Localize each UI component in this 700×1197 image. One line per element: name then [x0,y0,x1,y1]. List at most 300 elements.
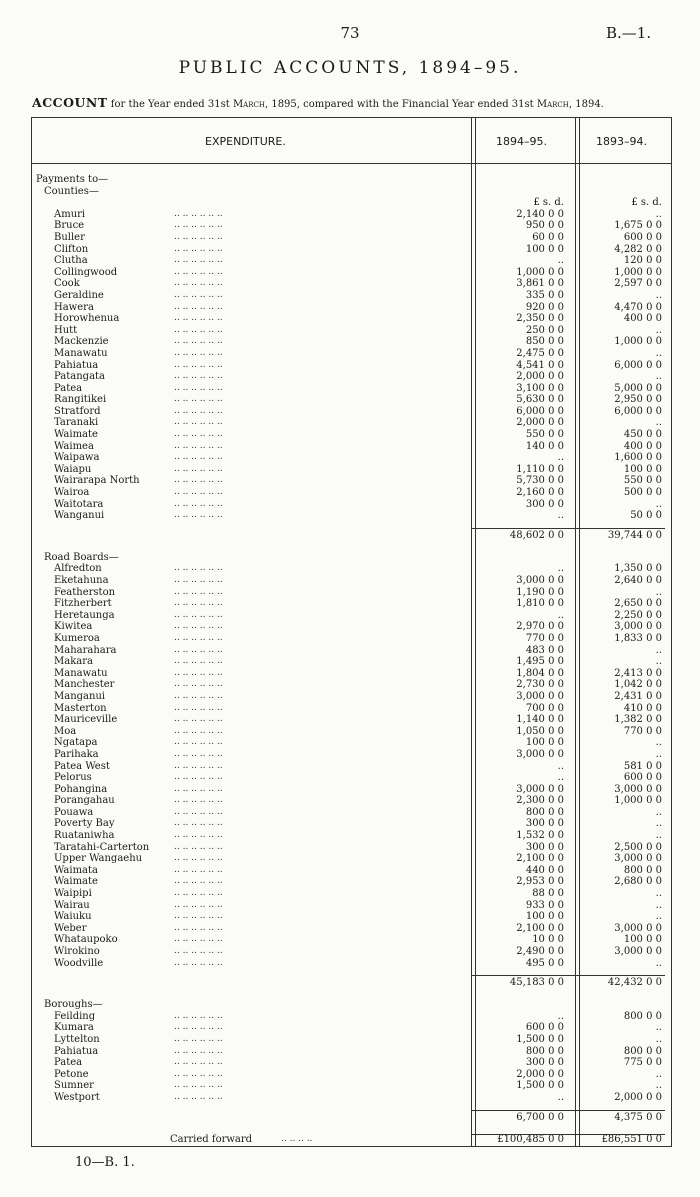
table-row [36,621,666,633]
amount-1894-95: 10 0 0 [532,934,564,946]
subtotal-row [36,975,666,993]
table-row [36,552,666,564]
amount-1894-95: .. [557,1091,564,1103]
leader-dots: .. .. .. .. .. .. [174,575,223,585]
table-row [36,394,666,406]
table-row [36,1034,666,1046]
amount-1894-95: 800 0 0 [525,806,564,818]
amount-1894-95: 45,183 0 0 [509,977,564,989]
table-row [36,255,666,267]
amount-1894-95: 920 0 0 [525,301,564,313]
table-row [36,784,666,796]
amount-1893-94: 6,000 0 0 [614,359,662,371]
row-label: Rangitikei [54,394,107,406]
amount-1894-95: 1,495 0 0 [516,656,564,668]
leader-dots: .. .. .. .. .. .. [174,208,223,219]
row-label: Hawera [54,301,94,313]
table-row [36,336,666,348]
row-label: Stratford [54,405,101,417]
row-label: Boroughs— [44,999,103,1011]
amount-1894-95: 1,140 0 0 [516,714,564,726]
amount-1893-94: .. [655,888,662,900]
row-label: Patea [54,382,83,394]
row-label: Kumara [54,1022,94,1034]
row-label: Poverty Bay [54,818,115,830]
amount-1893-94: 2,650 0 0 [614,598,662,610]
leader-dots: .. .. .. .. .. .. [174,1033,223,1044]
amount-1893-94: 1,000 0 0 [614,795,662,807]
row-label: Waimea [54,440,94,452]
row-label: Woodville [54,957,104,969]
table-row [36,563,666,575]
amount-1893-94: £86,551 0 0 [601,1133,662,1145]
amount-1894-95: .. [557,510,564,522]
table-row [36,842,666,854]
amount-1893-94: 50 0 0 [630,510,662,522]
table-row [36,587,666,599]
row-label: Porangahau [54,795,115,807]
leader-dots: .. .. .. .. .. .. [174,667,223,678]
table-row [36,1022,666,1034]
amount-1893-94: 3,000 0 0 [614,946,662,957]
carried-forward-row [36,1134,666,1152]
table-row [36,417,666,429]
row-label: Feilding [54,1010,96,1022]
row-label: Petone [54,1068,89,1080]
leader-dots: .. .. .. .. .. .. [174,278,223,289]
row-label: Cook [54,278,80,290]
amount-1894-95: 2,490 0 0 [516,946,564,957]
row-label: Pohangina [54,783,108,795]
leader-dots: .. .. .. .. .. .. [174,702,223,713]
amount-1894-95: 440 0 0 [525,864,564,876]
amount-1893-94: 800 0 0 [623,864,662,876]
row-label: Whataupoko [54,934,118,946]
table-row [36,749,666,761]
amount-1894-95: .. [557,609,564,621]
table-row [36,197,666,209]
amount-1893-94: 4,470 0 0 [614,301,662,313]
table-row [36,487,666,499]
leader-dots: .. .. .. .. .. .. [174,347,223,358]
amount-1894-95: 2,100 0 0 [516,922,564,934]
amount-1893-94: 1,833 0 0 [614,632,662,644]
amount-1893-94: .. [655,911,662,923]
row-label: Payments to— [36,174,109,185]
leader-dots: .. .. .. .. .. .. [174,1057,223,1068]
amount-1893-94: .. [655,644,662,656]
leader-dots: .. .. .. .. .. .. [174,853,223,864]
leader-dots: .. .. .. .. .. .. [174,922,223,933]
row-label: Fitzherbert [54,598,112,610]
table-row [36,267,666,279]
row-label: Pahiatua [54,359,99,371]
table-row [36,302,666,314]
subtotal-row [36,1110,666,1128]
table-row [36,1080,666,1092]
leader-dots: .. .. .. .. .. .. [174,563,223,574]
row-label: Heretaunga [54,609,115,621]
row-label: Makara [54,656,93,668]
table-row [36,888,666,900]
row-label: Kumeroa [54,632,100,644]
table-row [36,668,666,680]
amount-1894-95: 2,953 0 0 [516,876,564,888]
amount-1894-95: .. [557,760,564,772]
table-row [36,371,666,383]
row-label: Masterton [54,702,107,714]
amount-1893-94: 2,250 0 0 [614,609,662,621]
document-reference: B.—1. [606,24,652,42]
amount-1893-94: .. [655,347,662,359]
amount-1893-94: 3,000 0 0 [614,853,662,865]
amount-1893-94: 600 0 0 [623,772,662,784]
table-row [36,464,666,476]
amount-1894-95: 335 0 0 [525,289,564,301]
row-label: Taratahi-Carterton [54,841,150,853]
row-label: Waimate [54,876,98,888]
amount-1894-95: 5,630 0 0 [516,394,564,406]
row-label: Waimate [54,429,98,441]
amount-1893-94: .. [655,1033,662,1045]
amount-1894-95: 2,000 0 0 [516,371,564,383]
subtitle-text-c: , 1894. [568,99,604,110]
leader-dots: .. .. .. .. .. .. [174,1068,223,1079]
leader-dots: .. .. .. .. .. .. [174,452,223,463]
amount-1893-94: 100 0 0 [623,463,662,475]
leader-dots: .. .. .. .. .. .. [174,324,223,335]
leader-dots: .. .. .. .. .. .. [174,632,223,643]
amount-1893-94: 1,000 0 0 [614,336,662,348]
leader-dots: .. .. .. .. .. .. [174,255,223,266]
amount-1893-94: 450 0 0 [623,429,662,441]
amount-1893-94: .. [655,748,662,760]
table-row [36,360,666,372]
amount-1894-95: 2,000 0 0 [516,417,564,429]
table-row [36,923,666,935]
header-rule [31,163,671,164]
amount-1894-95: 3,000 0 0 [516,575,564,586]
amount-1893-94: 400 0 0 [623,440,662,452]
amount-1893-94: 3,000 0 0 [614,922,662,934]
column-header-1893-94: 1893–94. [596,135,647,148]
row-label: Pelorus [54,772,92,784]
table-row [36,610,666,622]
row-label: Road Boards— [44,551,119,563]
amount-1893-94: 42,432 0 0 [607,977,662,989]
amount-1894-95: .. [557,452,564,464]
leader-dots: .. .. .. .. .. .. [174,429,223,440]
amount-1893-94: .. [655,1022,662,1034]
leader-dots: .. .. .. .. .. .. [174,510,223,521]
row-label: Westport [54,1091,100,1103]
amount-1894-95: 1,500 0 0 [516,1080,564,1092]
amount-1894-95: 60 0 0 [532,231,564,243]
amount-1893-94: 3,000 0 0 [614,783,662,795]
table-row [36,278,666,290]
amount-1894-95: 1,532 0 0 [516,830,564,842]
leader-dots: .. .. .. .. .. .. [174,463,223,474]
row-label: Horowhenua [54,313,120,325]
leader-dots: .. .. .. .. .. .. [174,748,223,759]
table-row [36,1046,666,1058]
leader-dots: .. .. .. .. .. .. [174,498,223,509]
subtotal-rule [471,975,665,976]
amount-1894-95: 1,804 0 0 [516,667,564,679]
amount-1893-94: 550 0 0 [623,475,662,487]
row-label: Manganui [54,690,106,702]
row-label: Eketahuna [54,575,109,586]
amount-1893-94: .. [655,371,662,383]
amount-1894-95: 300 0 0 [525,498,564,510]
row-label: Sumner [54,1080,94,1092]
leader-dots: .. .. .. .. .. .. [174,899,223,910]
row-label: Mauriceville [54,714,118,726]
table-row [36,679,666,691]
table-row [36,830,666,842]
table-row [36,807,666,819]
amount-1894-95: 300 0 0 [525,818,564,830]
table-row [36,656,666,668]
row-label: Hutt [54,324,78,336]
leader-dots: .. .. .. .. .. .. [174,382,223,393]
amount-1893-94: .. [655,417,662,429]
subtotal-rule [471,1110,665,1111]
row-label: Patea [54,1057,83,1069]
amount-1893-94: 2,000 0 0 [614,1091,662,1103]
row-label: Amuri [54,208,86,220]
table-row [36,1069,666,1081]
table-row [36,186,666,198]
amount-1894-95: .. [557,772,564,784]
amount-1893-94: .. [655,1068,662,1080]
amount-1893-94: .. [655,498,662,510]
amount-1893-94: 2,500 0 0 [614,841,662,853]
amount-1894-95: 2,475 0 0 [516,347,564,359]
amount-1894-95: 3,000 0 0 [516,690,564,702]
table-row [36,865,666,877]
row-label: Ngatapa [54,737,98,749]
row-label: Waiuku [54,911,92,923]
row-label: Wirokino [54,946,100,957]
column-header-expenditure: EXPENDITURE. [205,135,286,148]
amount-1894-95: 700 0 0 [525,702,564,714]
amount-1893-94: 400 0 0 [623,313,662,325]
amount-1894-95: 300 0 0 [525,1057,564,1069]
row-label: Parihaka [54,748,99,760]
table-row [36,510,666,522]
row-label: Maharahara [54,644,117,656]
row-label: Wairoa [54,487,90,499]
amount-1894-95: 1,810 0 0 [516,598,564,610]
row-label: Mackenzie [54,336,109,348]
leader-dots: .. .. .. .. .. .. [174,656,223,667]
table-row [36,313,666,325]
table-row [36,714,666,726]
leader-dots: .. .. .. .. .. .. [174,487,223,498]
amount-1894-95: 4,541 0 0 [516,359,564,371]
table-row [36,232,666,244]
row-label: Taranaki [54,417,99,429]
amount-1893-94: .. [655,208,662,220]
subtitle-lead: ACCOUNT [32,95,108,110]
amount-1893-94: £ s. d. [631,197,662,209]
amount-1893-94: 4,375 0 0 [614,1111,662,1123]
amount-1893-94: .. [655,586,662,598]
leader-dots: .. .. .. .. .. .. [174,266,223,277]
amount-1894-95: 3,100 0 0 [516,382,564,394]
table-row [36,441,666,453]
footer-signature: 10—B. 1. [75,1155,135,1170]
table-row [36,958,666,970]
table-row [36,174,666,186]
amount-1894-95: 2,160 0 0 [516,487,564,499]
amount-1893-94: 1,600 0 0 [614,452,662,464]
amount-1894-95: 250 0 0 [525,324,564,336]
table-row [36,911,666,923]
amount-1894-95: 3,000 0 0 [516,783,564,795]
amount-1893-94: 2,597 0 0 [614,278,662,290]
table-row [36,934,666,946]
leader-dots: .. .. .. .. .. .. [174,231,223,242]
table-row [36,209,666,221]
amount-1894-95: 2,350 0 0 [516,313,564,325]
table-row [36,383,666,395]
row-label: Pouawa [54,806,94,818]
subtitle-month-b: March [536,99,569,110]
table-row [36,1092,666,1104]
table-row [36,853,666,865]
leader-dots: .. .. .. .. .. .. [174,336,223,347]
amount-1893-94: 39,744 0 0 [607,529,662,541]
leader-dots: .. .. .. .. .. .. [174,417,223,428]
table-row [36,244,666,256]
amount-1893-94: 2,680 0 0 [614,876,662,888]
amount-1894-95: 3,861 0 0 [516,278,564,290]
leader-dots: .. .. .. .. .. .. [174,818,223,829]
amount-1894-95: 100 0 0 [525,911,564,923]
table-row [36,1057,666,1069]
amount-1893-94: 581 0 0 [623,760,662,772]
amount-1894-95: 100 0 0 [525,243,564,255]
amount-1894-95: 6,000 0 0 [516,405,564,417]
amount-1893-94: 1,382 0 0 [614,714,662,726]
leader-dots: .. .. .. .. .. .. [174,313,223,324]
table-row [36,1011,666,1023]
leader-dots: .. .. .. .. .. .. [174,621,223,632]
amount-1893-94: 2,413 0 0 [614,667,662,679]
row-label: Waitotara [54,498,104,510]
amount-1894-95: 6,700 0 0 [516,1111,564,1123]
amount-1894-95: 2,140 0 0 [516,208,564,220]
amount-1894-95: 950 0 0 [525,220,564,232]
leader-dots: .. .. .. .. .. .. [174,1022,223,1033]
table-row [36,999,666,1011]
leader-dots: .. .. .. .. .. .. [174,911,223,922]
subtitle-month-a: March [232,99,265,110]
leader-dots: .. .. .. .. .. .. [174,405,223,416]
subtotal-rule [471,528,665,529]
amount-1894-95: £100,485 0 0 [497,1133,564,1145]
table-row [36,726,666,738]
amount-1893-94: 2,431 0 0 [614,690,662,702]
row-label: Waimata [54,864,98,876]
row-label: Kiwitea [54,621,93,633]
leader-dots: .. .. .. .. .. .. [174,598,223,609]
amount-1894-95: 2,300 0 0 [516,795,564,807]
table-row [36,645,666,657]
amount-1894-95: 1,110 0 0 [516,463,564,475]
amount-1894-95: .. [557,563,564,575]
leader-dots: .. .. .. .. .. .. [174,220,223,231]
amount-1893-94: 6,000 0 0 [614,405,662,417]
leader-dots: .. .. .. .. .. .. [174,1091,223,1102]
leader-dots: .. .. .. .. .. .. [174,946,223,956]
row-label: Pahiatua [54,1045,99,1057]
leader-dots: .. .. .. .. .. .. [174,772,223,783]
amount-1894-95: 88 0 0 [532,888,564,900]
amount-1893-94: 100 0 0 [623,934,662,946]
row-label: Geraldine [54,289,104,301]
amount-1893-94: 3,000 0 0 [614,621,662,633]
leader-dots: .. .. .. .. .. .. [174,301,223,312]
amount-1893-94: 120 0 0 [623,255,662,267]
amount-1894-95: 495 0 0 [525,957,564,969]
amount-1894-95: 800 0 0 [525,1045,564,1057]
amount-1893-94: .. [655,818,662,830]
amount-1894-95: 483 0 0 [525,644,564,656]
amount-1893-94: 500 0 0 [623,487,662,499]
amount-1893-94: .. [655,1080,662,1092]
table-row [36,633,666,645]
amount-1894-95: .. [557,1010,564,1022]
leader-dots: .. .. .. .. .. .. [174,795,223,806]
table-row [36,290,666,302]
row-label: Carried forward [170,1133,253,1145]
amount-1894-95: 1,050 0 0 [516,725,564,737]
row-label: Patangata [54,371,106,383]
leader-dots: .. .. .. .. .. .. [174,243,223,254]
amount-1893-94: .. [655,830,662,842]
amount-1894-95: 1,500 0 0 [516,1033,564,1045]
row-label: Alfredton [54,563,102,575]
amount-1893-94: .. [655,737,662,749]
amount-1893-94: 800 0 0 [623,1010,662,1022]
amount-1893-94: .. [655,957,662,969]
row-label: Collingwood [54,266,118,278]
amount-1894-95: 100 0 0 [525,737,564,749]
row-label: Weber [54,922,87,934]
leader-dots: .. .. .. .. .. .. [174,864,223,875]
table-row [36,325,666,337]
leader-dots: .. .. .. .. .. .. [174,783,223,794]
table-row [36,452,666,464]
amount-1894-95: 850 0 0 [525,336,564,348]
leader-dots: .. .. .. .. .. .. [174,934,223,945]
amount-1894-95: 2,100 0 0 [516,853,564,865]
table-row [36,772,666,784]
amount-1894-95: 600 0 0 [525,1022,564,1034]
row-label: Upper Wangaehu [54,853,143,865]
row-label: Wanganui [54,510,105,522]
amount-1894-95: 550 0 0 [525,429,564,441]
amount-1893-94: 2,950 0 0 [614,394,662,406]
leader-dots: .. .. .. .. .. .. [174,725,223,736]
table-row [36,348,666,360]
account-subtitle [32,95,604,110]
leader-dots: .. .. .. .. .. .. [174,679,223,690]
amount-1893-94: .. [655,806,662,818]
